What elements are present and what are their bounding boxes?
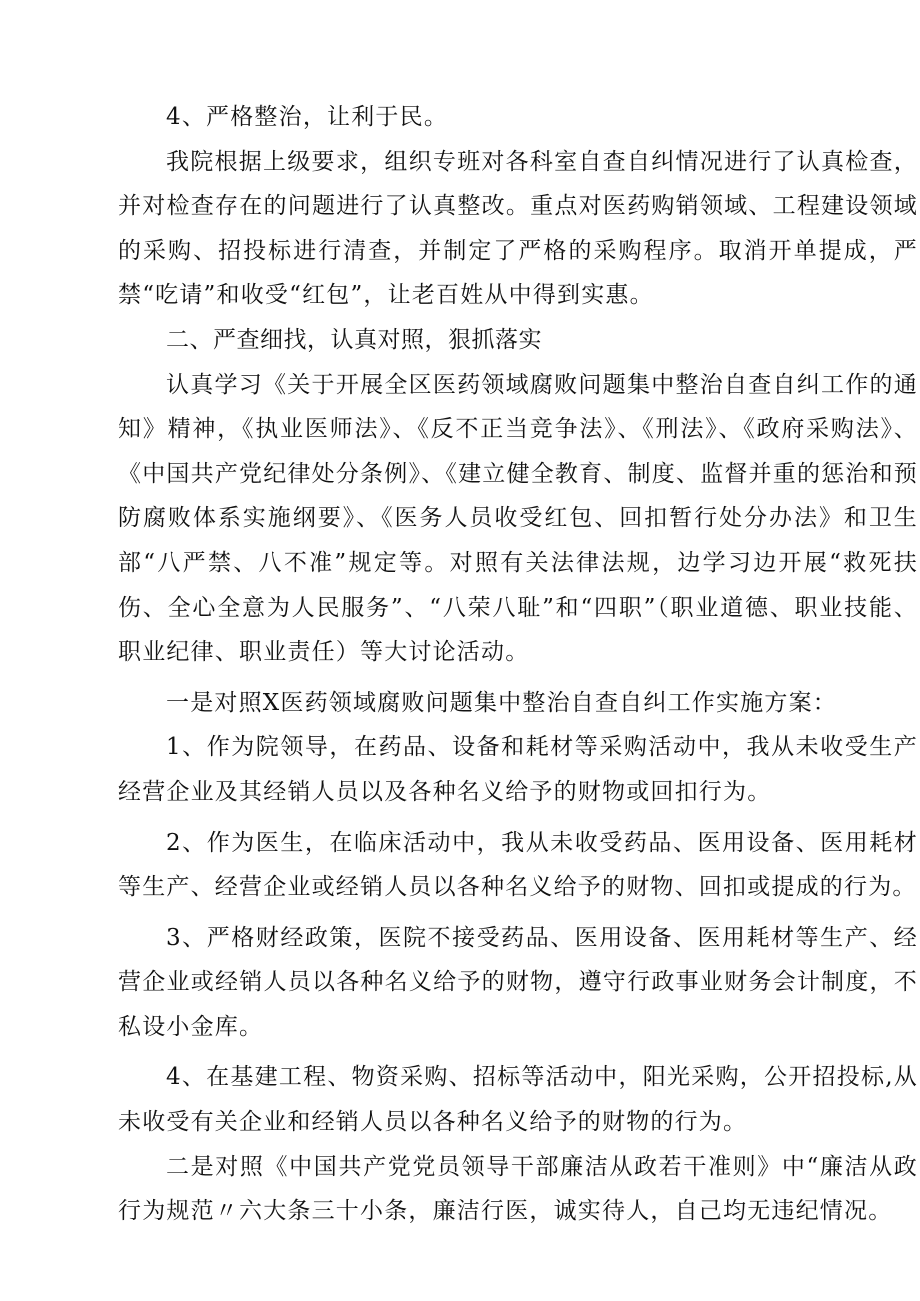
document-body: [118, 95, 918, 1234]
paragraph-first-comparison: 一是对照X医药领域腐败问题集中整治自查自纠工作实施方案：: [166, 689, 837, 716]
paragraph-item-1: 1、作为院领导，在药品、设备和耗材等采购活动中，我从未收受生产经营企业及其经销人员以及各种名义给予的财物或回扣行为。: [118, 734, 918, 805]
paragraph-item-3: 3、严格财经政策，医院不接受药品、医用设备、医用耗材等生产、经营企业或经销人员以各种名义给予的财物，遵守行政事业财务会计制度，不私设小金库。: [118, 924, 918, 1040]
section-heading-2: 二、严查细找，认真对照，狠抓落实: [166, 326, 542, 353]
paragraph-item-4-procurement: 4、在基建工程、物资采购、招标等活动中，阳光采购，公开招投标,从未收受有关企业和经销人员以各种名义给予的财物的行为。: [118, 1064, 918, 1136]
paragraph-study-laws: 认真学习《关于开展全区医药领域腐败问题集中整治自查自纠工作的通知》精神，《执业医师法》、《反不正当竞争法》、《刑法》、《政府采购法》、《中国共产党纪律处分条例》、《建立健全教育、制度、监督并重的惩治和预防腐败体系实施纲要》、《医务人员收受红包、回扣暂行处分办法》和卫生部“八严禁、八不准”规定等。对照有关法律法规，边学习边开展“救死扶伤、全心全意为人民服务”、“八荣八耻”和“四职”（职业道德、职业技能、职业纪律、职业责任）等大讨论活动。: [118, 371, 918, 666]
paragraph-item-2: 2、作为医生，在临床活动中，我从未收受药品、医用设备、医用耗材等生产、经营企业或经销人员以各种名义给予的财物、回扣或提成的行为。: [118, 829, 918, 901]
paragraph-item-4: 4、严格整治，让利于民。: [166, 104, 449, 130]
paragraph-inspection-rectification: 我院根据上级要求，组织专班对各科室自查自纠情况进行了认真检查，并对检查存在的问题进行了认真整改。重点对医药购销领域、工程建设领域的采购、招投标进行清查，并制定了严格的采购程序。取消开单提成，严禁“吃请”和收受“红包”，让老百姓从中得到实惠。: [118, 148, 918, 309]
paragraph-second-comparison: 二是对照《中国共产党党员领导干部廉洁从政若干准则》中“廉洁从政行为规范〃六大条三十小条，廉洁行医，诚实待人，自己均无违纪情况。: [118, 1153, 918, 1225]
